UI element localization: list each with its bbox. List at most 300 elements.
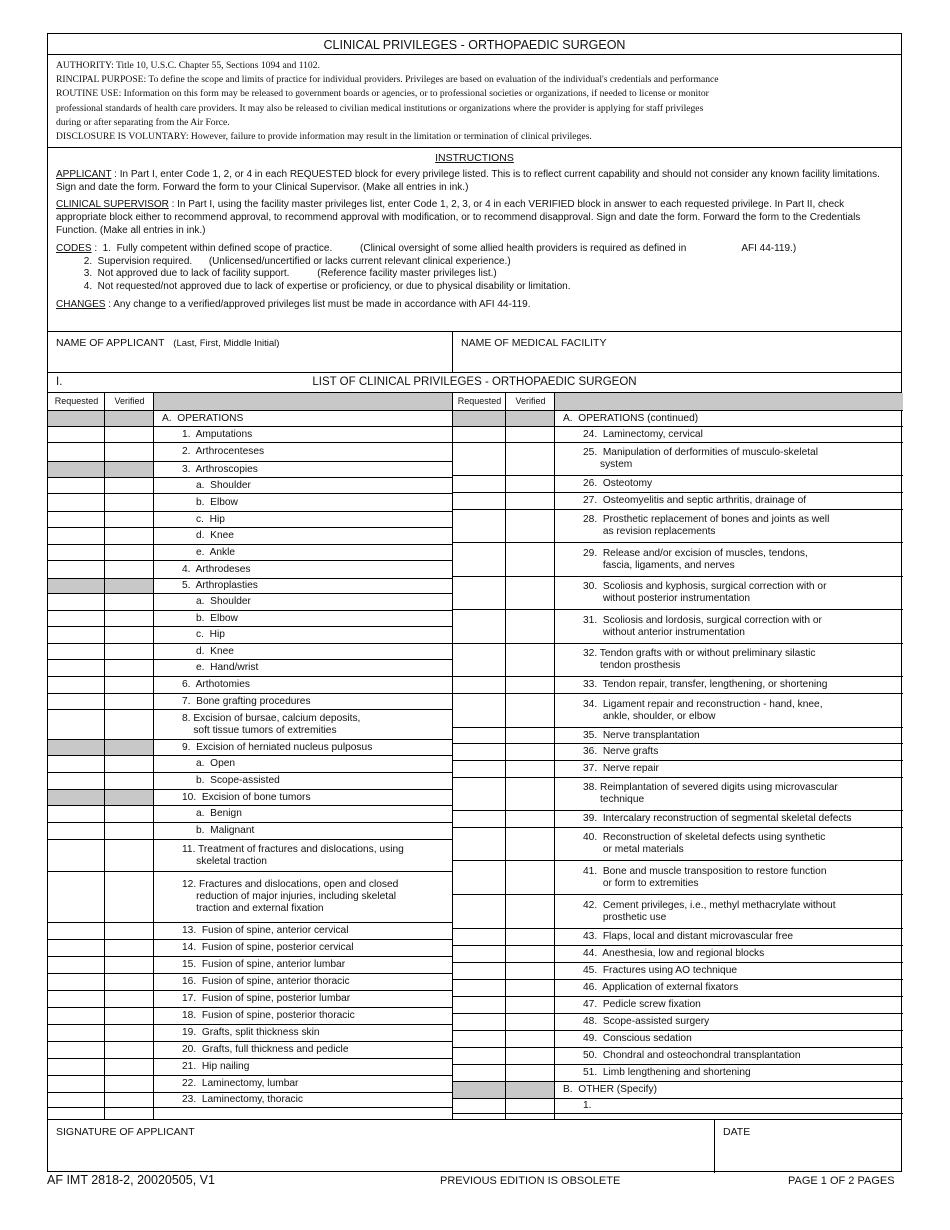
privilege-row xyxy=(555,963,903,980)
left-verified-cell[interactable] xyxy=(105,694,154,710)
left-requested-cell[interactable] xyxy=(48,773,105,790)
privilege-row xyxy=(555,543,903,577)
privilege-row xyxy=(154,528,453,545)
left-verified-cell[interactable] xyxy=(105,627,154,644)
right-requested-cell xyxy=(453,411,506,427)
right-requested-cell[interactable] xyxy=(453,1099,506,1114)
privilege-row xyxy=(555,778,903,811)
left-verified-cell[interactable] xyxy=(105,594,154,611)
codes-label: CODES xyxy=(56,242,92,254)
right-verified-header: Verified xyxy=(506,393,555,411)
privilege-label: 23. Laminectomy, thoracic xyxy=(182,1094,303,1105)
right-requested-cell[interactable] xyxy=(453,1031,506,1048)
left-verified-cell[interactable] xyxy=(105,756,154,773)
privilege-label: 50. Chondral and osteochondral transplantation xyxy=(583,1050,801,1061)
left-verified-cell xyxy=(105,411,154,427)
left-verified-cell[interactable] xyxy=(105,561,154,579)
applicant-name-field[interactable] xyxy=(48,332,453,372)
privilege-row xyxy=(154,462,453,478)
changes-label: CHANGES xyxy=(56,298,106,310)
left-verified-cell[interactable] xyxy=(105,677,154,694)
privilege-row xyxy=(555,997,903,1014)
privilege-label: 17. Fusion of spine, posterior lumbar xyxy=(182,993,351,1004)
privilege-label: a. Open xyxy=(196,758,236,769)
right-verified-cell[interactable] xyxy=(506,963,555,980)
signature-row xyxy=(48,1119,901,1173)
privilege-label: 10. Excision of bone tumors xyxy=(182,791,311,803)
left-requested-cell xyxy=(48,579,105,594)
names-row xyxy=(48,331,901,372)
privilege-row xyxy=(555,980,903,997)
left-verified-cell xyxy=(105,579,154,594)
privilege-label: 27. Osteomyelitis and septic arthritis, drainage of xyxy=(583,495,807,506)
privilege-label: 8. Excision of bursae, calcium deposits, soft tissue tumors of extremities xyxy=(182,712,361,736)
privilege-label: b. Elbow xyxy=(196,612,238,624)
left-requested-cell[interactable] xyxy=(48,872,105,923)
privilege-row xyxy=(154,677,453,694)
privilege-row xyxy=(555,895,903,929)
right-verified-cell[interactable] xyxy=(506,443,555,476)
privilege-label: c. Hip xyxy=(196,629,225,640)
left-verified-cell[interactable] xyxy=(105,710,154,740)
left-verified-cell[interactable] xyxy=(105,1008,154,1025)
privilege-row xyxy=(555,929,903,946)
left-verified-cell[interactable] xyxy=(105,991,154,1008)
right-requested-cell[interactable] xyxy=(453,427,506,443)
right-requested-cell[interactable] xyxy=(453,946,506,963)
left-requested-cell xyxy=(48,462,105,478)
privilege-row xyxy=(154,991,453,1008)
privilege-label: 18. Fusion of spine, posterior thoracic xyxy=(182,1010,355,1021)
left-requested-cell[interactable] xyxy=(48,940,105,957)
right-requested-cell[interactable] xyxy=(453,728,506,744)
left-verified-cell[interactable] xyxy=(105,427,154,443)
left-verified-cell[interactable] xyxy=(105,773,154,790)
left-requested-cell[interactable] xyxy=(48,823,105,840)
privilege-label: 22. Laminectomy, lumbar xyxy=(182,1078,299,1089)
right-requested-cell[interactable] xyxy=(453,677,506,694)
privilege-label: 30. Scoliosis and kyphosis, surgical correction with or without posterior instrumentation xyxy=(583,581,827,604)
left-verified-cell[interactable] xyxy=(105,940,154,957)
routine-use-line-3: during or after separating from the Air Force. xyxy=(56,116,230,128)
right-verified-cell[interactable] xyxy=(506,946,555,963)
left-requested-cell[interactable] xyxy=(48,840,105,872)
code-3: 3. Not approved due to lack of facility support. (Reference facility master privileges list.) xyxy=(56,268,497,280)
privilege-label: 19. Grafts, split thickness skin xyxy=(182,1027,320,1038)
left-requested-cell[interactable] xyxy=(48,561,105,579)
right-requested-cell[interactable] xyxy=(453,761,506,778)
right-privilege-header xyxy=(555,393,903,411)
privilege-label: 51. Limb lengthening and shortening xyxy=(583,1067,751,1078)
privilege-label: e. Hand/wrist xyxy=(196,662,259,673)
right-verified-cell[interactable] xyxy=(506,728,555,744)
right-verified-cell[interactable] xyxy=(506,980,555,997)
left-requested-cell[interactable] xyxy=(48,1008,105,1025)
privilege-row xyxy=(555,946,903,963)
right-requested-cell[interactable] xyxy=(453,1048,506,1065)
privilege-row xyxy=(154,1025,453,1042)
right-verified-cell[interactable] xyxy=(506,427,555,443)
left-requested-cell[interactable] xyxy=(48,1042,105,1059)
privilege-label: 29. Release and/or excision of muscles, tendons, fascia, ligaments, and nerves xyxy=(583,547,808,571)
privilege-row xyxy=(154,579,453,594)
right-requested-cell[interactable] xyxy=(453,828,506,861)
privilege-row xyxy=(154,1076,453,1093)
privilege-row xyxy=(555,828,903,861)
right-verified-cell[interactable] xyxy=(506,543,555,577)
privilege-label: 16. Fusion of spine, anterior thoracic xyxy=(182,976,350,987)
right-verified-cell[interactable] xyxy=(506,577,555,610)
privilege-label: 9. Excision of herniated nucleus pulposus xyxy=(182,741,373,753)
privilege-label: 5. Arthroplasties xyxy=(182,580,258,591)
left-requested-cell[interactable] xyxy=(48,627,105,644)
privilege-label: 1. Amputations xyxy=(182,428,253,440)
left-requested-cell[interactable] xyxy=(48,957,105,974)
applicant-label: APPLICANT xyxy=(56,168,112,180)
privilege-row xyxy=(555,677,903,694)
left-verified-cell[interactable] xyxy=(105,1025,154,1042)
left-requested-cell[interactable] xyxy=(48,660,105,677)
privilege-label: 41. Bone and muscle transposition to restore function or form to extremities xyxy=(583,865,827,889)
disclosure-line: DISCLOSURE IS VOLUNTARY: However, failure to provide information may result in the limitation or termination of clinical privileges. xyxy=(56,131,592,143)
left-requested-cell[interactable] xyxy=(48,1076,105,1093)
left-requested-cell[interactable] xyxy=(48,710,105,740)
routine-use-line: ROUTINE USE: Information on this form may be released to government boards or agencies, or to professional societies or organizations, if needed to license or monitor xyxy=(56,88,709,100)
right-verified-cell xyxy=(506,411,555,427)
left-verified-cell[interactable] xyxy=(105,974,154,991)
form-id: AF IMT 2818-2, 20020505, V1 xyxy=(47,1173,215,1187)
right-requested-cell[interactable] xyxy=(453,493,506,510)
privilege-row xyxy=(555,1065,903,1082)
left-requested-cell xyxy=(48,411,105,427)
left-requested-cell[interactable] xyxy=(48,756,105,773)
privilege-row xyxy=(555,744,903,761)
right-requested-cell[interactable] xyxy=(453,543,506,577)
left-requested-cell[interactable] xyxy=(48,677,105,694)
left-requested-cell[interactable] xyxy=(48,494,105,512)
left-verified-cell[interactable] xyxy=(105,957,154,974)
left-privilege-header xyxy=(154,393,453,411)
privileges-table xyxy=(48,392,901,1119)
privilege-row xyxy=(555,610,903,644)
privilege-row xyxy=(154,923,453,940)
privilege-label: 43. Flaps, local and distant microvascular free xyxy=(583,931,794,942)
privilege-row xyxy=(555,1014,903,1031)
applicant-name-label: NAME OF APPLICANT xyxy=(56,337,165,349)
privilege-row xyxy=(555,1082,903,1099)
privilege-row xyxy=(555,694,903,728)
privilege-row xyxy=(154,611,453,627)
applicant-instructions xyxy=(56,169,893,195)
date-field[interactable] xyxy=(715,1120,903,1173)
left-requested-cell[interactable] xyxy=(48,923,105,940)
right-verified-cell[interactable] xyxy=(506,1031,555,1048)
privilege-row xyxy=(154,773,453,790)
privilege-row xyxy=(154,512,453,528)
privilege-row xyxy=(154,594,453,611)
left-verified-cell[interactable] xyxy=(105,545,154,561)
privilege-row xyxy=(154,940,453,957)
privilege-row xyxy=(555,811,903,828)
privilege-label: b. Malignant xyxy=(196,825,255,836)
right-requested-cell[interactable] xyxy=(453,510,506,543)
right-verified-cell[interactable] xyxy=(506,1048,555,1065)
privilege-label: 42. Cement privileges, i.e., methyl methacrylate without prosthetic use xyxy=(583,899,836,923)
privilege-label: 28. Prosthetic replacement of bones and joints as well as revision replacements xyxy=(583,514,830,537)
purpose-line: RINCIPAL PURPOSE: To define the scope and limits of practice for individual providers. Privileges are based on evaluation of the individual's credentials and performance xyxy=(56,74,719,86)
part-number: I. xyxy=(56,376,63,388)
right-verified-cell[interactable] xyxy=(506,929,555,946)
left-requested-header: Requested xyxy=(48,393,105,411)
left-verified-cell[interactable] xyxy=(105,823,154,840)
privilege-label: 20. Grafts, full thickness and pedicle xyxy=(182,1044,349,1055)
privilege-row xyxy=(154,790,453,806)
right-verified-cell[interactable] xyxy=(506,610,555,644)
privilege-label: 1. xyxy=(583,1100,592,1111)
left-requested-cell[interactable] xyxy=(48,806,105,823)
privilege-row xyxy=(154,1042,453,1059)
right-verified-cell[interactable] xyxy=(506,510,555,543)
left-verified-cell xyxy=(105,790,154,806)
privilege-label: 33. Tendon repair, transfer, lengthening, or shortening xyxy=(583,679,828,690)
left-verified-cell[interactable] xyxy=(105,806,154,823)
left-verified-cell xyxy=(105,740,154,756)
privilege-row xyxy=(154,806,453,823)
privilege-row xyxy=(555,427,903,443)
right-requested-cell[interactable] xyxy=(453,744,506,761)
privilege-row xyxy=(154,740,453,756)
code-1-text: : 1. Fully competent within defined scope of practice. (Clinical oversight of some allied health providers is required as defined in AFI 44-119.) xyxy=(91,242,797,254)
privilege-label: 25. Manipulation of derformities of musculo-skeletal system xyxy=(583,447,818,470)
privilege-row xyxy=(555,761,903,778)
supervisor-instructions xyxy=(56,199,893,237)
page-number: PAGE 1 OF 2 PAGES xyxy=(788,1175,895,1187)
routine-use-line-2: professional standards of health care providers. It may also be released to civilian medical institutions or organizations where the provider is applying for staff privileges xyxy=(56,102,704,114)
supervisor-label: CLINICAL SUPERVISOR xyxy=(56,199,169,211)
right-verified-cell[interactable] xyxy=(506,744,555,761)
privilege-row xyxy=(154,710,453,740)
right-verified-cell[interactable] xyxy=(506,895,555,929)
privilege-row xyxy=(555,728,903,744)
privilege-label: 12. Fractures and dislocations, open and closed reduction of major injuries, including skeletal traction and external fixation xyxy=(182,879,399,914)
right-verified-cell[interactable] xyxy=(506,778,555,811)
signature-label: SIGNATURE OF APPLICANT xyxy=(56,1126,195,1138)
left-verified-cell xyxy=(105,462,154,478)
signature-field[interactable] xyxy=(48,1120,715,1173)
privilege-label: 6. Arthotomies xyxy=(182,679,250,690)
privilege-label: 31. Scoliosis and lordosis, surgical correction with or without anterior instrumentation xyxy=(583,614,822,638)
right-verified-cell[interactable] xyxy=(506,677,555,694)
privilege-row xyxy=(154,627,453,644)
column-divider xyxy=(104,393,105,1120)
left-verified-cell[interactable] xyxy=(105,478,154,494)
privilege-label: 4. Arthrodeses xyxy=(182,563,251,575)
right-requested-cell[interactable] xyxy=(453,963,506,980)
right-verified-cell[interactable] xyxy=(506,997,555,1014)
privilege-row xyxy=(555,510,903,543)
privilege-label: A. OPERATIONS (continued) xyxy=(563,412,699,424)
right-requested-cell[interactable] xyxy=(453,476,506,493)
privilege-row xyxy=(154,1093,453,1108)
left-verified-cell[interactable] xyxy=(105,923,154,940)
privilege-row xyxy=(555,443,903,476)
privilege-label: 13. Fusion of spine, anterior cervical xyxy=(182,925,349,936)
privilege-label: 3. Arthroscopies xyxy=(182,463,258,475)
left-verified-cell[interactable] xyxy=(105,443,154,462)
facility-name-field[interactable] xyxy=(453,332,903,372)
privilege-row xyxy=(154,840,453,872)
right-verified-cell[interactable] xyxy=(506,861,555,895)
right-requested-cell[interactable] xyxy=(453,1065,506,1082)
left-verified-cell[interactable] xyxy=(105,1076,154,1093)
left-requested-cell[interactable] xyxy=(48,1059,105,1076)
privilege-label: 49. Conscious sedation xyxy=(583,1033,692,1044)
left-requested-cell[interactable] xyxy=(48,1093,105,1108)
right-requested-cell xyxy=(453,1082,506,1099)
left-verified-cell[interactable] xyxy=(105,528,154,545)
right-verified-cell[interactable] xyxy=(506,476,555,493)
right-requested-cell[interactable] xyxy=(453,980,506,997)
privilege-label: B. OTHER (Specify) xyxy=(563,1084,657,1095)
privilege-row xyxy=(555,577,903,610)
privilege-label: 21. Hip nailing xyxy=(182,1061,250,1072)
left-requested-cell[interactable] xyxy=(48,528,105,545)
privilege-label: 40. Reconstruction of skeletal defects using synthetic or metal materials xyxy=(583,832,826,855)
right-requested-cell[interactable] xyxy=(453,929,506,946)
right-requested-cell[interactable] xyxy=(453,644,506,677)
privilege-label: 44. Anesthesia, low and regional blocks xyxy=(583,948,765,959)
privilege-label: d. Knee xyxy=(196,530,234,541)
left-requested-cell xyxy=(48,740,105,756)
right-requested-cell[interactable] xyxy=(453,895,506,929)
privilege-row xyxy=(555,1048,903,1065)
left-verified-cell[interactable] xyxy=(105,512,154,528)
codes-list xyxy=(56,243,893,294)
right-verified-cell[interactable] xyxy=(506,828,555,861)
column-divider xyxy=(505,393,506,1120)
privilege-row xyxy=(154,660,453,677)
privilege-row xyxy=(154,443,453,462)
right-verified-cell[interactable] xyxy=(506,1014,555,1031)
privilege-label: b. Scope-assisted xyxy=(196,775,280,786)
left-verified-cell[interactable] xyxy=(105,1042,154,1059)
left-requested-cell[interactable] xyxy=(48,512,105,528)
privilege-label: a. Shoulder xyxy=(196,479,251,491)
privilege-label: A. OPERATIONS xyxy=(162,412,244,424)
authority-line: AUTHORITY: Title 10, U.S.C. Chapter 55, Sections 1094 and 1102. xyxy=(56,60,320,71)
privilege-label: 45. Fractures using AO technique xyxy=(583,965,738,976)
left-requested-cell[interactable] xyxy=(48,427,105,443)
left-verified-cell[interactable] xyxy=(105,644,154,660)
privilege-row xyxy=(555,1031,903,1048)
right-requested-cell[interactable] xyxy=(453,610,506,644)
right-requested-cell[interactable] xyxy=(453,811,506,828)
left-verified-cell[interactable] xyxy=(105,840,154,872)
left-verified-header: Verified xyxy=(105,393,154,411)
right-verified-cell[interactable] xyxy=(506,644,555,677)
privilege-label: 37. Nerve repair xyxy=(583,763,659,774)
left-verified-cell[interactable] xyxy=(105,494,154,512)
right-requested-cell[interactable] xyxy=(453,997,506,1014)
right-requested-cell[interactable] xyxy=(453,577,506,610)
privilege-row xyxy=(154,823,453,840)
left-requested-cell[interactable] xyxy=(48,611,105,627)
left-requested-cell[interactable] xyxy=(48,478,105,494)
privilege-row xyxy=(555,861,903,895)
privilege-row xyxy=(154,411,453,427)
left-requested-cell[interactable] xyxy=(48,545,105,561)
left-requested-cell[interactable] xyxy=(48,694,105,710)
privilege-row xyxy=(154,974,453,991)
privilege-row xyxy=(154,644,453,660)
privilege-label: c. Hip xyxy=(196,513,225,525)
privileges-form xyxy=(47,33,902,1172)
left-requested-cell[interactable] xyxy=(48,1025,105,1042)
privilege-row xyxy=(154,756,453,773)
left-verified-cell[interactable] xyxy=(105,1093,154,1108)
privilege-row xyxy=(154,561,453,579)
right-verified-cell[interactable] xyxy=(506,811,555,828)
left-verified-cell[interactable] xyxy=(105,1059,154,1076)
right-verified-cell[interactable] xyxy=(506,1099,555,1114)
list-title: LIST OF CLINICAL PRIVILEGES - ORTHOPAEDIC SURGEON xyxy=(312,376,637,388)
right-requested-cell[interactable] xyxy=(453,1014,506,1031)
privilege-row xyxy=(154,1008,453,1025)
privilege-label: 48. Scope-assisted surgery xyxy=(583,1016,710,1027)
privilege-label: 32. Tendon grafts with or without preliminary silastic tendon prosthesis xyxy=(583,648,816,671)
column-divider xyxy=(452,393,453,1120)
date-label: DATE xyxy=(723,1126,751,1138)
privilege-row xyxy=(154,1059,453,1076)
left-requested-cell[interactable] xyxy=(48,443,105,462)
left-requested-cell xyxy=(48,790,105,806)
privilege-row xyxy=(154,478,453,494)
right-verified-cell[interactable] xyxy=(506,1065,555,1082)
privilege-label: 7. Bone grafting procedures xyxy=(182,695,311,707)
left-requested-cell[interactable] xyxy=(48,991,105,1008)
right-verified-cell[interactable] xyxy=(506,493,555,510)
left-requested-cell[interactable] xyxy=(48,974,105,991)
privilege-label: 34. Ligament repair and reconstruction - hand, knee, ankle, shoulder, or elbow xyxy=(583,698,823,722)
left-requested-cell[interactable] xyxy=(48,594,105,611)
right-requested-cell[interactable] xyxy=(453,861,506,895)
right-verified-cell[interactable] xyxy=(506,694,555,728)
applicant-text: : In Part I, enter Code 1, 2, or 4 in each REQUESTED block for every privilege listed. This is to reflect current capability and should not consider any known facility limitations. Sign and date the form. Forward the form to your Clinical Supervisor. (Make all entries in ink.) xyxy=(56,168,880,193)
left-verified-cell[interactable] xyxy=(105,611,154,627)
left-requested-cell[interactable] xyxy=(48,644,105,660)
privilege-row xyxy=(154,494,453,512)
column-divider xyxy=(153,393,154,1120)
right-requested-cell[interactable] xyxy=(453,694,506,728)
privilege-label: d. Knee xyxy=(196,645,234,657)
privilege-label: 47. Pedicle screw fixation xyxy=(583,999,701,1010)
privilege-row xyxy=(555,476,903,493)
right-requested-cell[interactable] xyxy=(453,443,506,476)
privilege-label: 35. Nerve transplantation xyxy=(583,729,700,741)
right-requested-cell[interactable] xyxy=(453,778,506,811)
left-verified-cell[interactable] xyxy=(105,872,154,923)
right-verified-cell[interactable] xyxy=(506,761,555,778)
privilege-label: e. Ankle xyxy=(196,546,236,558)
privilege-label: b. Elbow xyxy=(196,496,238,508)
privilege-row xyxy=(555,1099,903,1114)
applicant-name-sublabel: (Last, First, Middle Initial) xyxy=(173,338,280,349)
privilege-label: 38. Reimplantation of severed digits using microvascular technique xyxy=(583,782,838,805)
privilege-row xyxy=(555,644,903,677)
left-verified-cell[interactable] xyxy=(105,660,154,677)
privilege-row xyxy=(154,957,453,974)
privilege-label: a. Benign xyxy=(196,808,242,819)
